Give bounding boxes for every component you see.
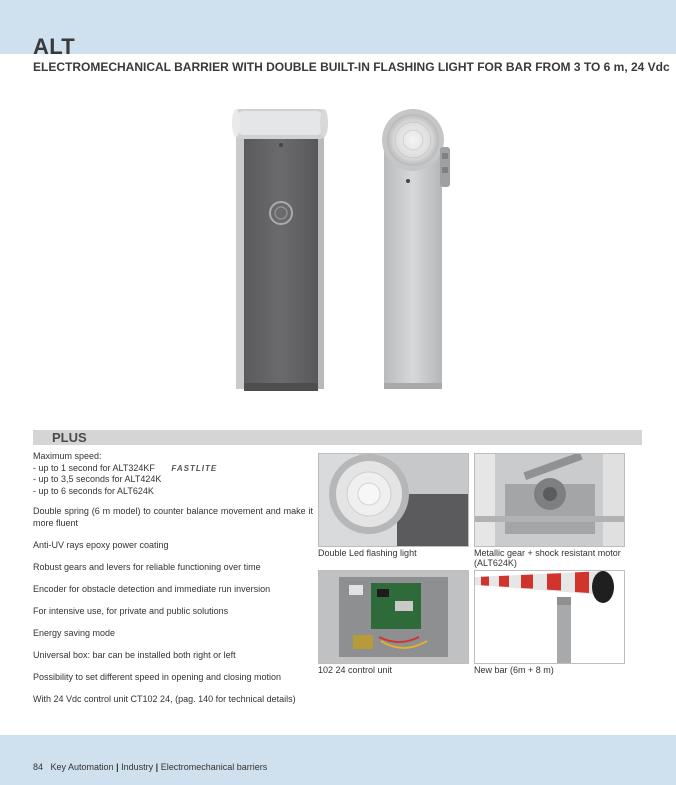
feature-item: Encoder for obstacle detection and immediate run inversion [33,584,271,594]
feature-item: Robust gears and levers for reliable functioning over time [33,562,261,572]
speed-block [33,451,313,497]
speed-line [33,463,313,475]
speed-line-2: - up to 3,5 seconds for ALT424K [33,474,162,484]
footer-separator: | [116,762,119,772]
speed-title: Maximum speed: [33,451,102,461]
photo-flashing-light [318,453,469,547]
header-band [0,0,676,54]
footer-section: Industry [121,762,154,772]
page-subtitle: ELECTROMECHANICAL BARRIER WITH DOUBLE BUILT-IN FLASHING LIGHT FOR BAR FROM 3 TO 6 m, 24 Vdc [33,60,670,74]
plus-heading: PLUS [52,430,87,445]
feature-item: Universal box: bar can be installed both right or left [33,650,236,660]
barrier-side-view [382,109,450,389]
caption-new-bar: New bar (6m + 8 m) [474,665,554,675]
caption-control-unit: 102 24 control unit [318,665,393,675]
footer-separator: | [155,762,159,772]
footer-brand: Key Automation [50,762,114,772]
fastlite-logo: FASTLITE [171,463,218,473]
feature-item: For intensive use, for private and public solutions [33,606,229,616]
photo-new-bar [474,570,625,664]
feature-item: Possibility to set different speed in opening and closing motion [33,672,281,682]
caption-metallic-gear: Metallic gear + shock resistant motor (ALT624K) [474,548,621,568]
page-number: 84 [33,762,44,772]
barrier-front-view [232,109,328,391]
plus-section-bar [33,430,642,445]
feature-item: Energy saving mode [33,628,116,638]
page-title: ALT [33,34,76,59]
caption-flashing-light: Double Led flashing light [318,548,417,558]
feature-spring: Double spring (6 m model) to counter balance movement and make it more fluent [33,506,313,528]
photo-control-unit [318,570,469,664]
product-hero-image [0,95,676,405]
feature-item: Anti-UV rays epoxy power coating [33,540,169,550]
footer-topic: Electromechanical barriers [160,762,268,772]
speed-line-3: - up to 6 seconds for ALT624K [33,485,154,496]
footer-band [0,735,676,785]
footer-text [33,762,267,772]
feature-item: With 24 Vdc control unit CT102 24, (pag. 140 for technical details) [33,694,296,704]
speed-line-1: - up to 1 second for ALT324KF [33,462,155,473]
photo-metallic-gear [474,453,625,547]
